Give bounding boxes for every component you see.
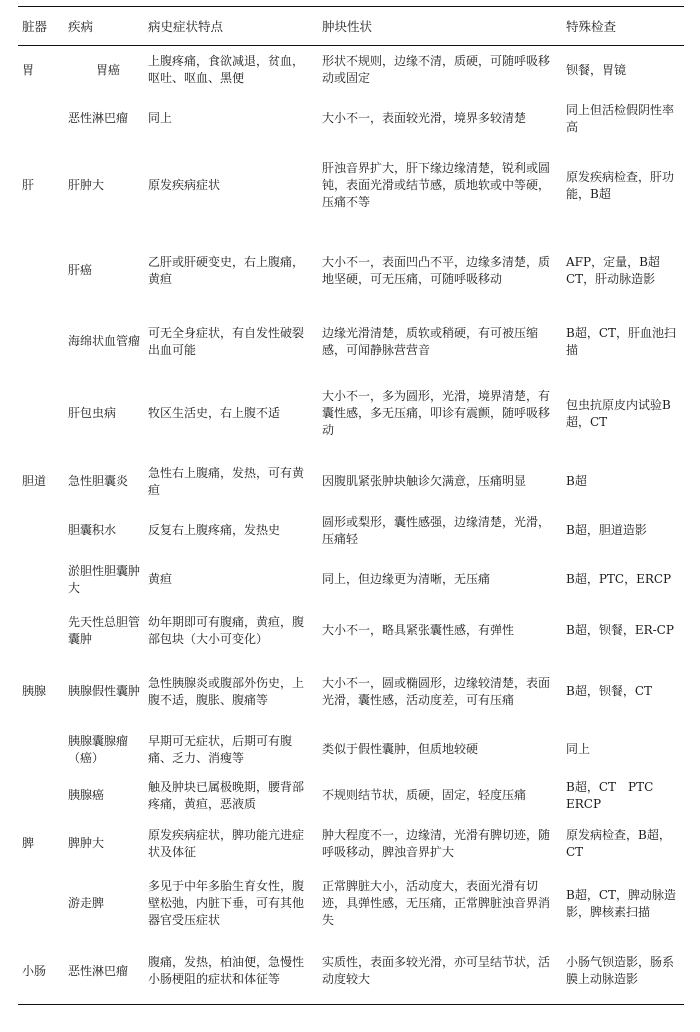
cell-mass: 同上，但边缘更为清晰，无压痛 xyxy=(322,572,491,586)
cell-history: 上腹疼痛，食欲减退，贫血，呕吐、呕血、黑便 xyxy=(148,54,305,86)
cell-mass: 正常脾脏大小，活动度大，表面光滑有切迹，具弹性感，无压痛，正常脾脏浊音界消失 xyxy=(322,879,551,927)
cell-mass: 形状不规则，边缘不清，质硬，可随呼吸移动或固定 xyxy=(322,54,551,86)
cell-exam: AFP，定量，B超CT，肝动脉造影 xyxy=(566,254,660,286)
table-row xyxy=(18,869,684,939)
cell-mass: 大小不一，表面较光滑，境界多较清楚 xyxy=(322,111,527,125)
cell-exam: 小肠气钡造影，肠系膜上动脉造影 xyxy=(562,939,684,1005)
cell-exam: 钡餐，胃镜 xyxy=(566,62,627,77)
cell-organ: 胰腺 xyxy=(22,684,47,698)
cell-organ: 胆道 xyxy=(22,474,47,488)
cell-disease: 肝癌 xyxy=(68,263,93,277)
cell-mass: 大小不一，圆或椭圆形，边缘较清楚，表面光滑，囊性感，活动度差，可有压痛 xyxy=(322,675,551,707)
table-row xyxy=(18,657,684,727)
header-mass: 肿块性状 xyxy=(318,7,562,46)
cell-disease: 脾肿大 xyxy=(68,836,105,850)
cell-disease: 淤胆性胆囊肿大 xyxy=(68,563,141,595)
header-disease: 疾病 xyxy=(64,7,144,46)
cell-exam: B超，钡餐，ER-CP xyxy=(566,623,674,637)
cell-disease: 肝包虫病 xyxy=(68,406,117,420)
cell-exam: B超 xyxy=(566,474,587,488)
cell-mass: 不规则结节状，质硬，固定，轻度压痛 xyxy=(322,788,527,802)
cell-organ xyxy=(18,605,64,657)
cell-organ xyxy=(18,869,64,939)
cell-history: 反复右上腹疼痛，发热史 xyxy=(148,523,281,537)
cell-organ xyxy=(18,313,64,371)
cell-exam: 原发病检查，B超，CT xyxy=(566,827,671,859)
table-row xyxy=(18,819,684,869)
table-row xyxy=(18,939,684,1005)
table-header-row xyxy=(18,7,684,46)
cell-history: 牧区生活史，右上腹不适 xyxy=(148,406,281,420)
table-row xyxy=(18,605,684,657)
cell-organ xyxy=(18,371,64,457)
table-row xyxy=(18,46,684,95)
cell-mass: 大小不一，略具紧张囊性感，有弹性 xyxy=(322,623,515,637)
cell-history: 原发疾病症状，脾功能亢进症状及体征 xyxy=(148,827,305,859)
table-row xyxy=(18,555,684,605)
cell-exam: 包虫抗原皮内试验B超，CT xyxy=(566,397,671,429)
table-row xyxy=(18,507,684,555)
cell-disease: 胰腺癌 xyxy=(68,788,105,802)
table-row xyxy=(18,143,684,229)
cell-mass: 类似于假性囊肿，但质地较硬 xyxy=(322,742,479,756)
cell-history: 急性右上腹痛，发热，可有黄疸 xyxy=(148,465,305,497)
cell-exam: B超，钡餐，CT xyxy=(566,684,653,698)
cell-exam: B超，CT PTC ERCP xyxy=(566,779,654,811)
cell-organ: 胃 xyxy=(22,62,35,77)
cell-organ xyxy=(18,773,64,819)
cell-mass: 因腹肌紧张肿块触诊欠满意，压痛明显 xyxy=(322,474,527,488)
cell-organ xyxy=(18,95,64,143)
cell-exam: 原发疾病检查，肝功能，B超 xyxy=(566,169,675,201)
cell-exam: B超，CT，脾动脉造影，脾核素扫描 xyxy=(566,887,677,919)
cell-disease: 急性胆囊炎 xyxy=(68,474,129,488)
cell-history: 腹痛，发热，柏油便，急慢性小肠梗阻的症状和体征等 xyxy=(144,939,318,1005)
cell-organ xyxy=(18,229,64,313)
cell-history: 急性胰腺炎或腹部外伤史，上腹不适，腹胀、腹痛等 xyxy=(148,675,305,707)
header-organ: 脏器 xyxy=(18,7,64,46)
cell-mass: 大小不一，多为圆形，光滑，境界清楚，有囊性感，多无压痛，叩诊有震颤，随呼吸移动 xyxy=(322,389,551,437)
cell-disease: 胃癌 xyxy=(96,62,121,77)
header-history: 病史症状特点 xyxy=(144,7,318,46)
cell-disease: 胰腺假性囊肿 xyxy=(68,684,141,698)
cell-disease: 恶性淋巴瘤 xyxy=(64,939,144,1005)
cell-history: 早期可无症状，后期可有腹痛、乏力、消瘦等 xyxy=(148,733,293,765)
cell-disease: 先天性总胆管囊肿 xyxy=(68,614,141,646)
table-body xyxy=(18,46,684,1005)
cell-exam: B超，PTC，ERCP xyxy=(566,572,672,586)
cell-exam: 同上但活检假阴性率高 xyxy=(566,102,675,134)
cell-organ: 肝 xyxy=(22,178,35,192)
table-row xyxy=(18,773,684,819)
table-row xyxy=(18,313,684,371)
cell-history: 同上 xyxy=(148,111,173,125)
cell-mass: 肿大程度不一，边缘清，光滑有脾切迹，随呼吸移动，脾浊音界扩大 xyxy=(322,827,551,859)
cell-history: 乙肝或肝硬变史，右上腹痛，黄疸 xyxy=(148,254,305,286)
cell-exam: B超，CT，肝血池扫描 xyxy=(566,325,677,357)
cell-disease: 游走脾 xyxy=(68,896,105,910)
abdominal-mass-table xyxy=(18,6,684,1005)
cell-organ xyxy=(18,555,64,605)
cell-history: 触及肿块已属极晚期，腰背部疼痛，黄疸，恶液质 xyxy=(148,779,305,811)
header-exam: 特殊检查 xyxy=(562,7,684,46)
table-row xyxy=(18,95,684,143)
cell-organ xyxy=(18,727,64,773)
cell-disease: 恶性淋巴瘤 xyxy=(68,111,129,125)
cell-disease: 胰腺囊腺瘤（癌） xyxy=(68,733,129,765)
cell-mass: 圆形或梨形，囊性感强，边缘清楚，光滑，压痛轻 xyxy=(322,514,551,546)
cell-exam: B超，胆道造影 xyxy=(566,523,647,537)
cell-mass: 肝浊音界扩大，肝下缘边缘清楚，锐利或圆钝，表面光滑或结节感，质地软或中等硬，压痛不等 xyxy=(322,161,551,209)
cell-mass: 大小不一，表面凹凸不平，边缘多清楚，质地坚硬，可无压痛，可随呼吸移动 xyxy=(322,254,551,286)
cell-history: 幼年期即可有腹痛，黄疸，腹部包块（大小可变化） xyxy=(148,614,305,646)
cell-history: 多见于中年多胎生育女性，腹壁松弛，内脏下垂，可有其他器官受压症状 xyxy=(148,879,305,927)
cell-organ xyxy=(18,507,64,555)
cell-organ: 小肠 xyxy=(18,939,64,1005)
table-row xyxy=(18,457,684,507)
cell-organ: 脾 xyxy=(22,836,35,850)
cell-history: 原发疾病症状 xyxy=(148,178,221,192)
table-row xyxy=(18,371,684,457)
cell-history: 可无全身症状，有自发性破裂出血可能 xyxy=(148,325,305,357)
cell-disease: 胆囊积水 xyxy=(68,523,117,537)
cell-disease: 肝肿大 xyxy=(68,178,105,192)
cell-exam: 同上 xyxy=(566,742,591,756)
cell-mass: 实质性，表面多较光滑，亦可呈结节状，活动度较大 xyxy=(318,939,562,1005)
cell-disease: 海绵状血管瘤 xyxy=(68,334,141,348)
cell-history: 黄疸 xyxy=(148,572,173,586)
cell-mass: 边缘光滑清楚，质软或稍硬，有可被压缩感，可闻静脉营营音 xyxy=(322,325,539,357)
table-row xyxy=(18,229,684,313)
table-row xyxy=(18,727,684,773)
